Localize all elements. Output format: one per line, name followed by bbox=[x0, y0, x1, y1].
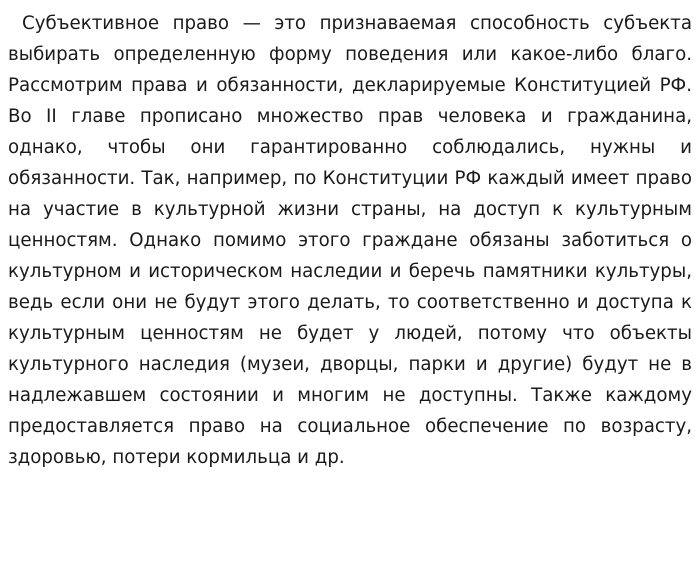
body-paragraph: Субъективное право — это признаваемая способность субъекта выбирать определенную форму поведения или какое-либо благо. Рассмотрим права и обязанности, декларируемые Конституцией РФ. Во II главе прописано множество прав человека и гражданина, однако, чтобы они гарантированно соблюдались, нужны и обязанности. Так, например, по Конституции РФ каждый имеет право на участие в культурной жизни страны, на доступ к культурным ценностям. Однако помимо этого граждане обязаны заботиться о культурном и историческом наследии и беречь памятники культуры, ведь если они не будут этого делать, то соответственно и доступа к культурным ценностям не будет у людей, потому что объекты культурного наследия (музеи, дворцы, парки и другие) будут не в надлежавшем состоянии и многим не доступны. Также каждому предоставляется право на социальное обеспечение по возрасту, здоровью, потери кормильца и др. bbox=[8, 13, 692, 468]
